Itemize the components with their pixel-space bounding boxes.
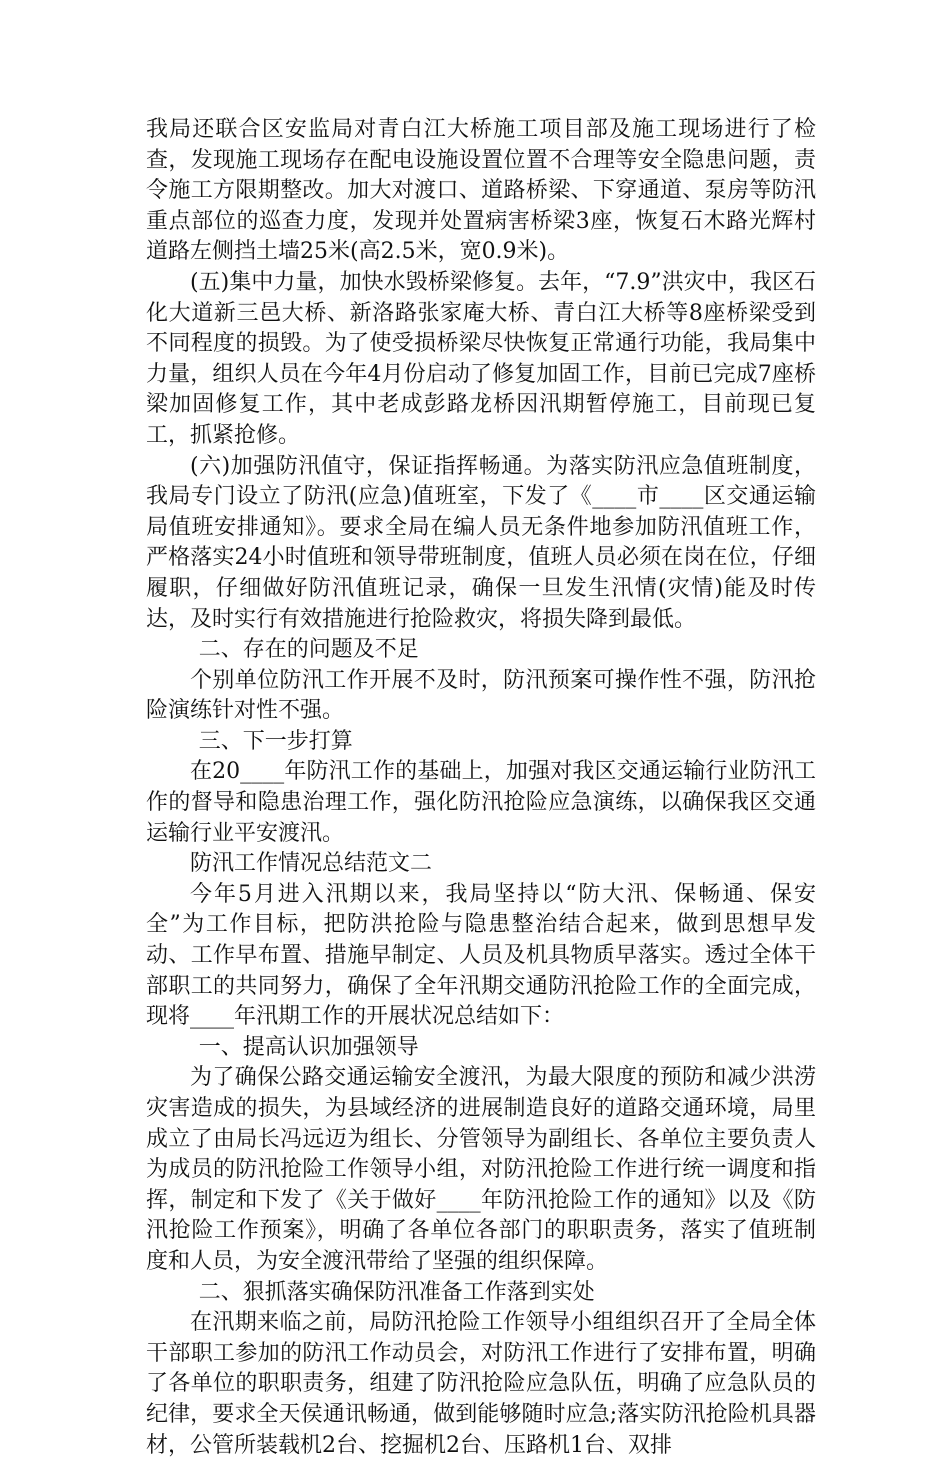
paragraph: 我局还联合区安监局对青白江大桥施工项目部及施工现场进行了检查，发现施工现场存在配电设施设置位置不合理等安全隐患问题，责令施工方限期整改。加大对渡口、道路桥梁、下穿通道、泵房等防汛重点部位的巡查力度，发现并处置病害桥梁3座，恢复石木路光辉村道路左侧挡土墙25米(高2.5米，宽0.9米)。 xyxy=(146,117,816,265)
paragraph: 个别单位防汛工作开展不及时，防汛预案可操作性不强，防汛抢险演练针对性不强。 xyxy=(146,667,816,724)
document-subtitle: 防汛工作情况总结范文二 xyxy=(190,851,433,877)
section-heading: 一、提高认识加强领导 xyxy=(198,1034,419,1060)
section-heading: 二、狠抓落实确保防汛准备工作落到实处 xyxy=(198,1279,595,1305)
paragraph: (六)加强防汛值守，保证指挥畅通。为落实防汛应急值班制度，我局专门设立了防汛(应急)值班室，下发了《____市____区交通运输局值班安排通知》。要求全局在编人员无条件地参加防汛值班工作，严格落实24小时值班和领导带班制度，值班人员必须在岗在位，仔细履职，仔细做好防汛值班记录，确保一旦发生汛情(灾情)能及时传达，及时实行有效措施进行抢险救灾，将损失降到最低。 xyxy=(146,453,816,632)
paragraph: 在汛期来临之前，局防汛抢险工作领导小组组织召开了全局全体干部职工参加的防汛工作动员会，对防汛工作进行了安排布置，明确了各单位的职职责务，组建了防汛抢险应急队伍，明确了应急队员的纪律，要求全天侯通讯畅通，做到能够随时应急;落实防汛抢险机具器材，公管所装载机2台、挖掘机2台、压路机1台、双排 xyxy=(146,1310,816,1458)
section-heading: 二、存在的问题及不足 xyxy=(198,637,419,663)
paragraph: (五)集中力量，加快水毁桥梁修复。去年，“7.9”洪灾中，我区石化大道新三邑大桥、新洛路张家庵大桥、青白江大桥等8座桥梁受到不同程度的损毁。为了使受损桥梁尽快恢复正常通行功能，我局集中力量，组织人员在今年4月份启动了修复加固工作，目前已完成7座桥梁加固修复工作，其中老成彭路龙桥因汛期暂停施工，目前现已复工，抓紧抢修。 xyxy=(146,269,816,448)
document-body xyxy=(146,115,816,1461)
paragraph: 今年5月进入汛期以来，我局坚持以“防大汛、保畅通、保安全”为工作目标，把防洪抢险与隐患整治结合起来，做到思想早发动、工作早布置、措施早制定、人员及机具物质早落实。透过全体干部职工的共同努力，确保了全年汛期交通防汛抢险工作的全面完成，现将____年汛期工作的开展状况总结如下： xyxy=(146,881,816,1030)
section-heading: 三、下一步打算 xyxy=(198,728,353,754)
paragraph: 在20____年防汛工作的基础上，加强对我区交通运输行业防汛工作的督导和隐患治理工作，强化防汛抢险应急演练，以确保我区交通运输行业平安渡汛。 xyxy=(146,759,816,846)
paragraph: 为了确保公路交通运输安全渡汛，为最大限度的预防和减少洪涝灾害造成的损失，为县域经济的进展制造良好的道路交通环境，局里成立了由局长冯远迈为组长、分管领导为副组长、各单位主要负责人为成员的防汛抢险工作领导小组，对防汛抢险工作进行统一调度和指挥，制定和下发了《关于做好____年防汛抢险工作的通知》以及《防汛抢险工作预案》，明确了各单位各部门的职职责务，落实了值班制度和人员，为安全渡汛带给了坚强的组织保障。 xyxy=(146,1065,816,1274)
